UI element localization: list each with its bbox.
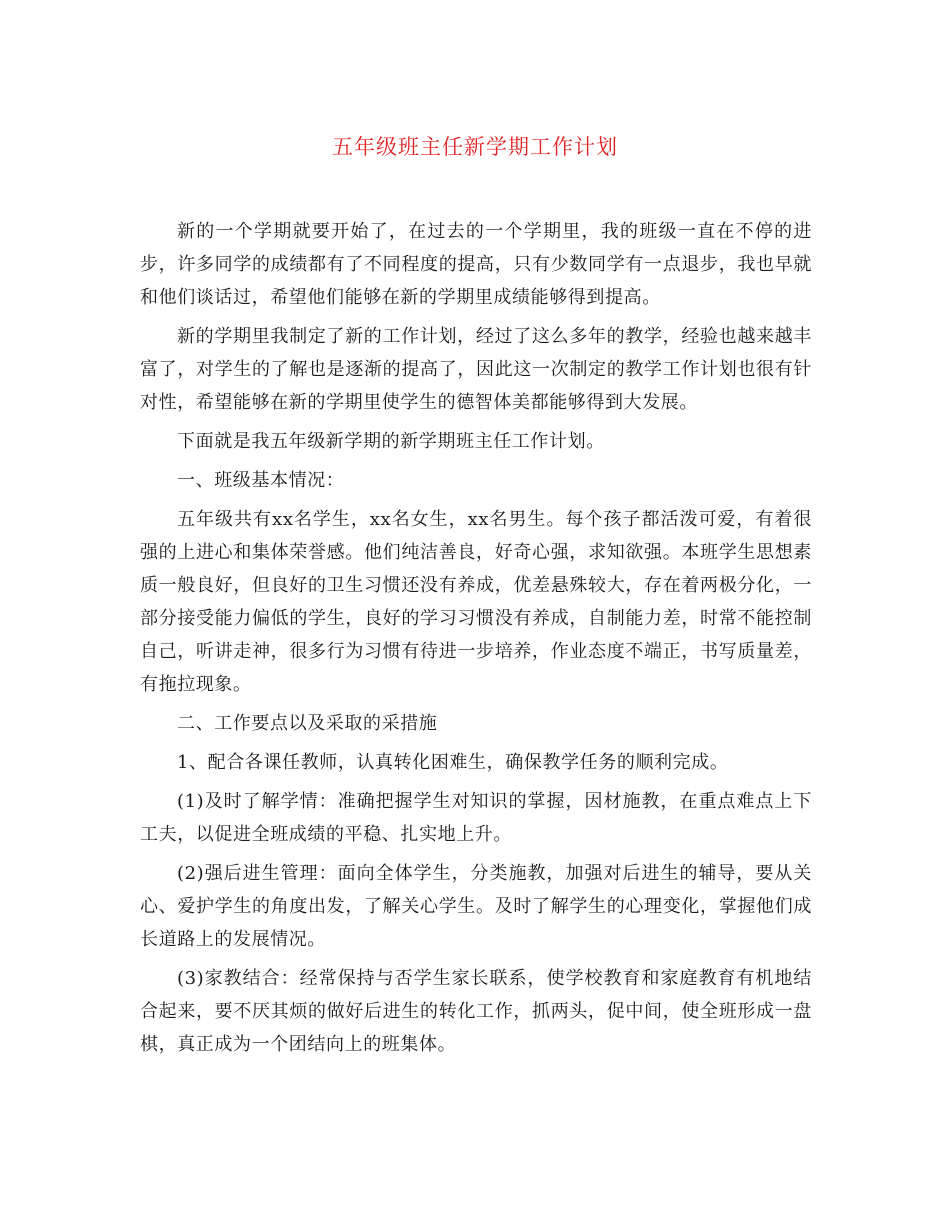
document-title: 五年级班主任新学期工作计划	[332, 135, 618, 159]
paragraph-item-1-3: (3)家教结合：经常保持与否学生家长联系，使学校教育和家庭教育有机地结合起来，要不厌其烦的做好后进生的转化工作，抓两头，促中间，使全班形成一盘棋，真正成为一个团结向上的班集体。	[140, 968, 812, 1055]
document-body	[140, 215, 812, 1067]
paragraph-item-1-1: (1)及时了解学情：准确把握学生对知识的掌握，因材施教，在重点难点上下工夫，以促进全班成绩的平稳、扎实地上升。	[140, 791, 812, 845]
paragraph-lead-in: 下面就是我五年级新学期的新学期班主任工作计划。	[177, 431, 605, 452]
paragraph-class-situation: 五年级共有xx名学生，xx名女生，xx名男生。每个孩子都活泼可爱，有着很强的上进心和集体荣誉感。他们纯洁善良，好奇心强，求知欲强。本班学生思想素质一般良好，但良好的卫生习惯还没有养成，优差悬殊较大，存在着两极分化，一部分接受能力偏低的学生，良好的学习习惯没有养成，自制能力差，时常不能控制自己，听讲走神，很多行为习惯有待进一步培养，作业态度不端正，书写质量差，有拖拉现象。	[140, 509, 812, 695]
paragraph-item-1-2: (2)强后进生管理：面向全体学生，分类施教，加强对后进生的辅导，要从关心、爱护学生的角度出发，了解关心学生。及时了解学生的心理变化，掌握他们成长道路上的发展情况。	[140, 863, 812, 950]
paragraph-plan-overview: 新的学期里我制定了新的工作计划，经过了这么多年的教学，经验也越来越丰富了，对学生的了解也是逐渐的提高了，因此这一次制定的教学工作计划也很有针对性，希望能够在新的学期里使学生的德智体美都能够得到大发展。	[140, 326, 812, 413]
paragraph-intro: 新的一个学期就要开始了，在过去的一个学期里，我的班级一直在不停的进步，许多同学的成绩都有了不同程度的提高，只有少数同学有一点退步，我也早就和他们谈话过，希望他们能够在新的学期里成绩能够得到提高。	[140, 221, 812, 308]
paragraph-item-1: 1、配合各课任教师，认真转化困难生，确保教学任务的顺利完成。	[177, 752, 729, 773]
section-heading-work-points: 二、工作要点以及采取的采措施	[177, 713, 438, 734]
section-heading-class-situation: 一、班级基本情况：	[177, 470, 345, 491]
